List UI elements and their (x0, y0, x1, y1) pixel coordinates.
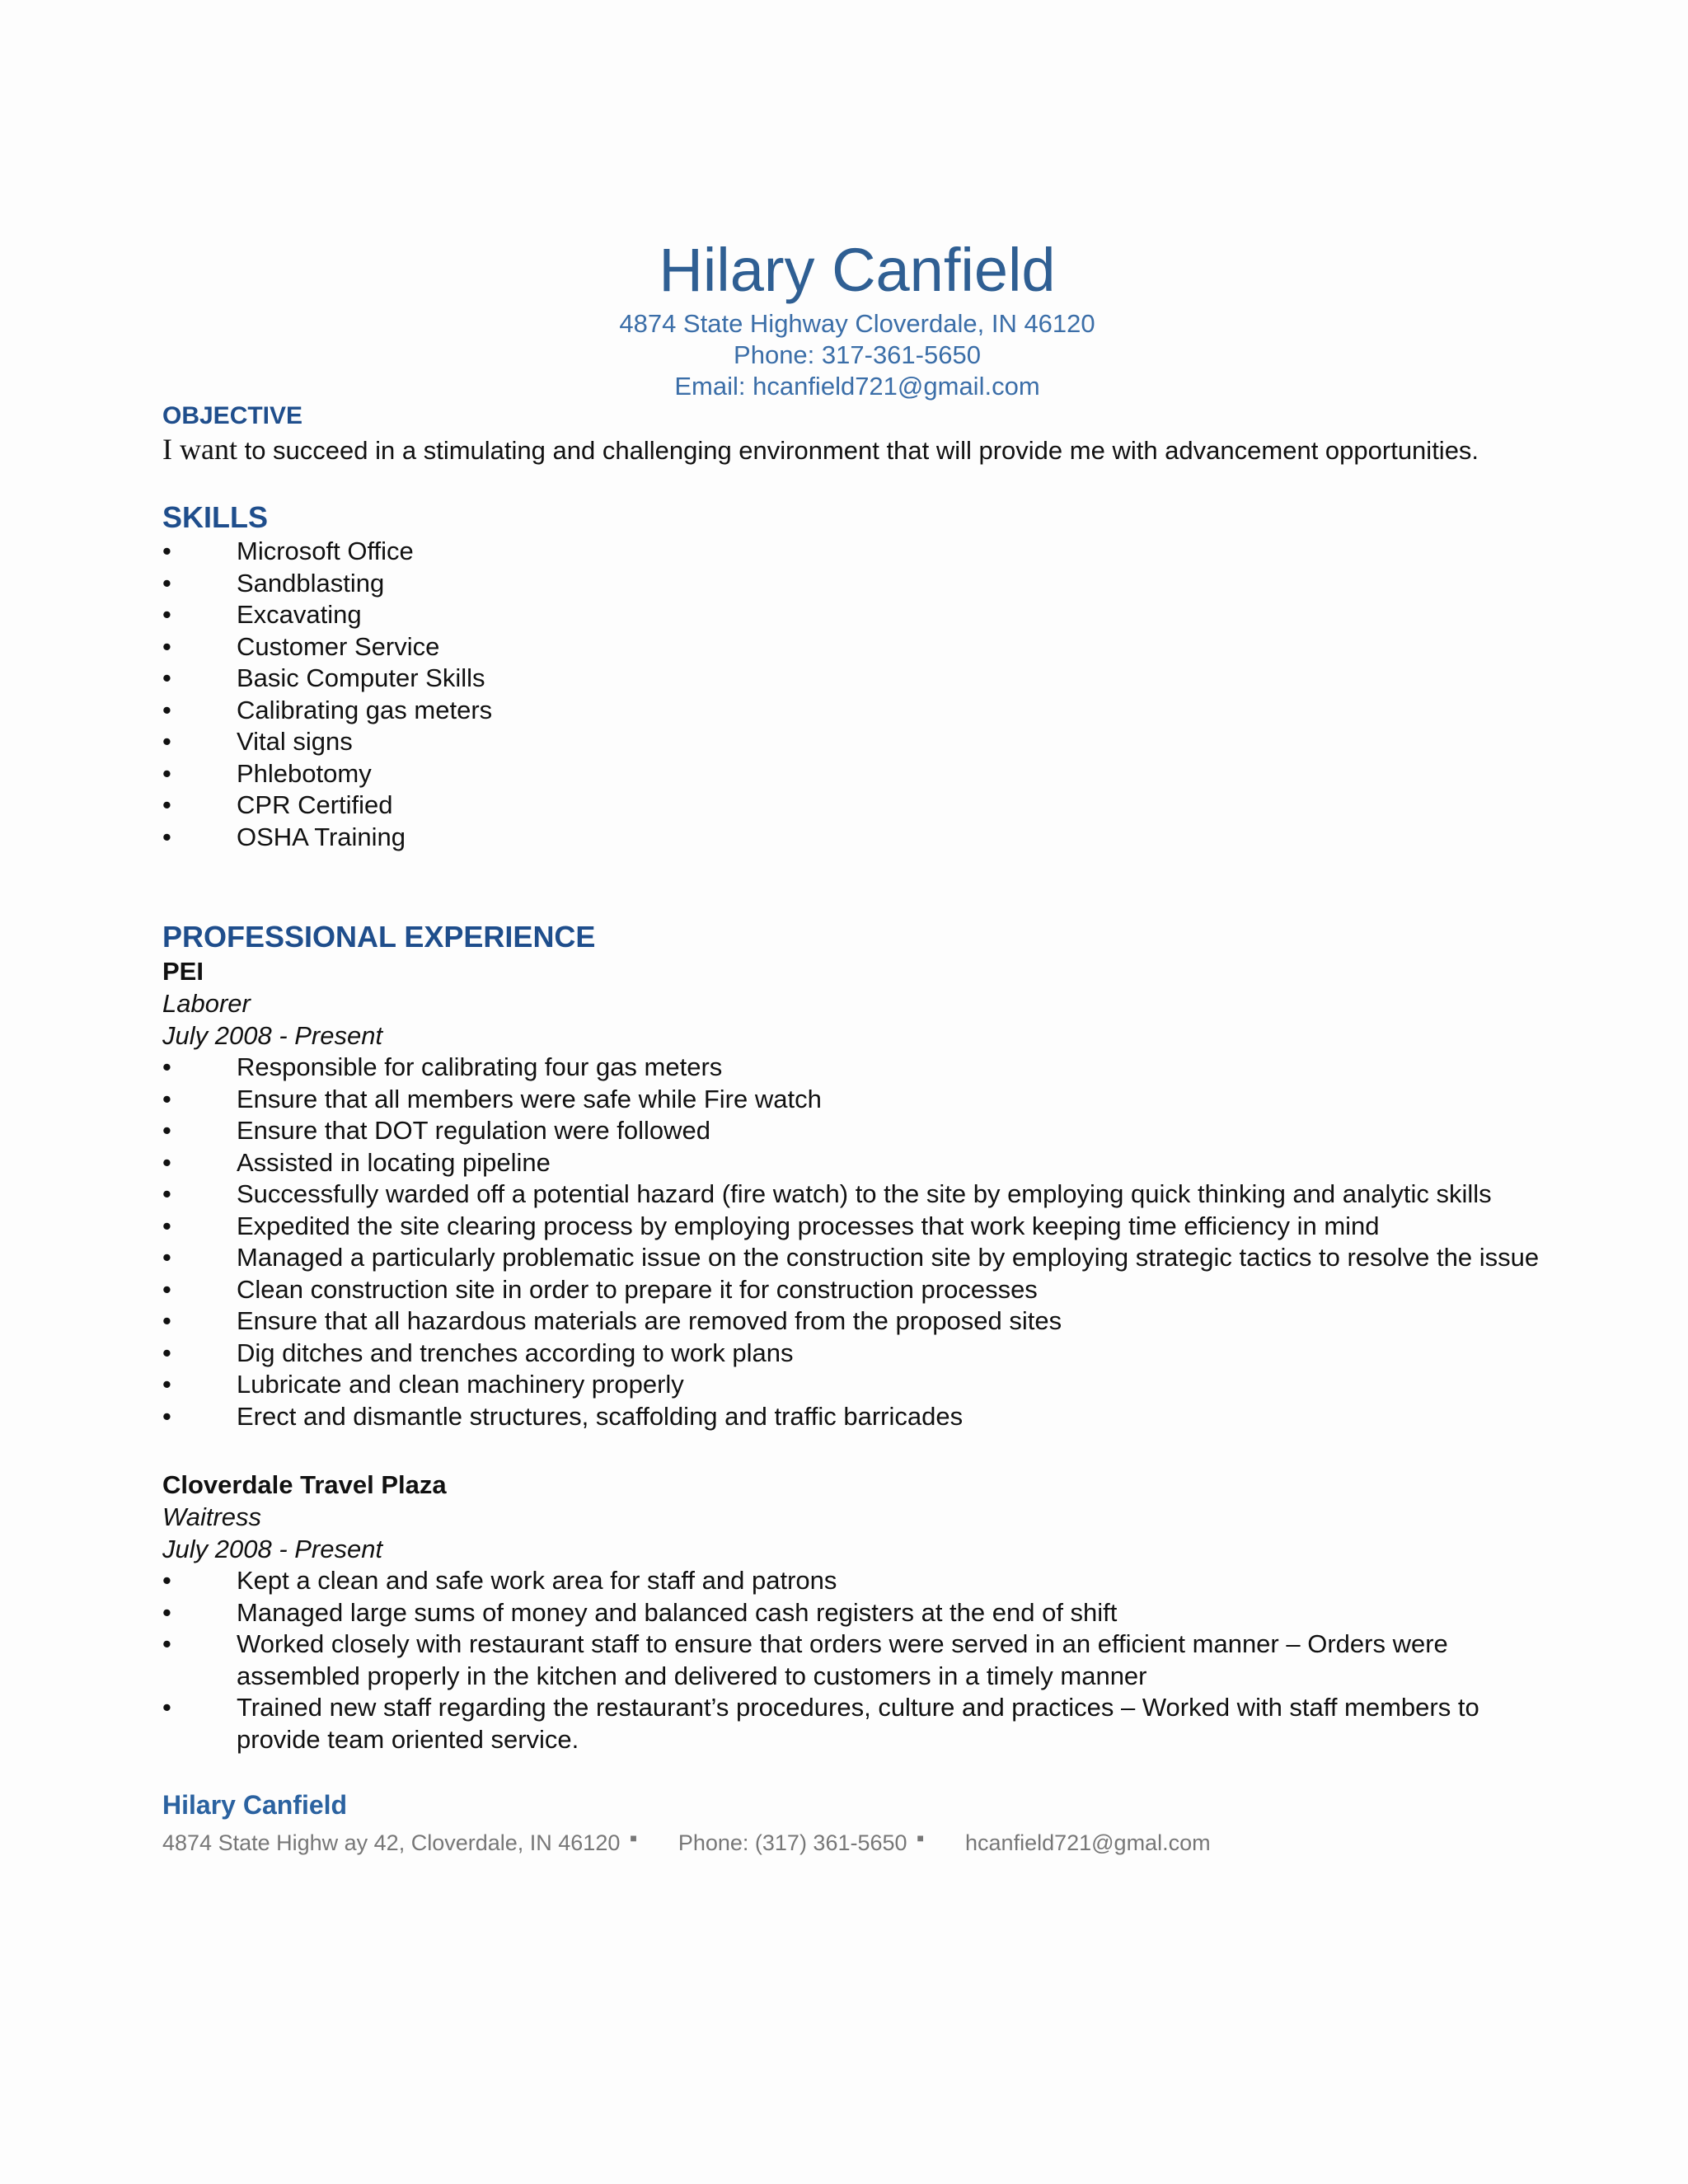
bullet-icon: • (162, 537, 171, 565)
job-dates: July 2008 - Present (162, 1021, 383, 1050)
duty-text: Dig ditches and trenches according to work plans (237, 1338, 794, 1367)
bullet-icon: • (162, 568, 171, 598)
skill-label: Calibrating gas meters (237, 695, 493, 724)
list-item (162, 1401, 1564, 1433)
skill-label: CPR Certified (237, 790, 393, 819)
job-entry-cloverdale-travel-plaza (162, 1469, 1564, 1755)
bullet-icon: • (162, 1370, 171, 1399)
bullet-icon: • (162, 1597, 171, 1627)
footer-name: Hilary Canfield (162, 1790, 348, 1820)
company-name: Cloverdale Travel Plaza (162, 1470, 447, 1499)
bullet-icon: • (162, 1566, 171, 1595)
job-title: Laborer (162, 989, 251, 1018)
list-item (162, 1629, 1564, 1692)
duty-text: Erect and dismantle structures, scaffolding and traffic barricades (237, 1401, 964, 1431)
bullet-icon: • (162, 1116, 171, 1145)
duty-text: Managed a particularly problematic issue on the construction site by employing strategic tactics to resolve the issue (237, 1243, 1540, 1272)
objective-heading: OBJECTIVE (162, 402, 303, 429)
duty-text: Expedited the site clearing process by employing processes that work keeping time efficiency in mind (237, 1211, 1380, 1240)
objective-text (162, 434, 1481, 466)
header-email: Email: hcanfield721@gmail.com (674, 372, 1040, 401)
list-item (162, 758, 1564, 790)
bullet-icon: • (162, 822, 171, 851)
list-item (162, 1242, 1564, 1274)
bullet-icon: • (162, 631, 171, 661)
list-item (162, 1274, 1564, 1306)
skill-label: Excavating (237, 600, 362, 629)
experience-heading: PROFESSIONAL EXPERIENCE (162, 920, 596, 954)
skills-section (162, 499, 1564, 853)
duty-text: Responsible for calibrating four gas meters (237, 1052, 723, 1081)
footer-contact-line (162, 1821, 1564, 1859)
list-item (162, 1179, 1564, 1211)
list-item (162, 695, 1564, 727)
bullet-icon: • (162, 663, 171, 692)
skill-label: OSHA Training (237, 822, 406, 851)
list-item (162, 631, 1564, 663)
duty-text: Worked closely with restaurant staff to ensure that orders were served in an efficient manner – Orders were assembled properly in the kitchen and delivered to customers in a timely manner (237, 1629, 1448, 1690)
duty-text: Assisted in locating pipeline (237, 1147, 551, 1177)
skill-label: Phlebotomy (237, 758, 372, 788)
company-name: PEI (162, 957, 204, 986)
list-item (162, 1211, 1564, 1243)
bullet-icon: • (162, 758, 171, 788)
skill-label: Sandblasting (237, 568, 385, 598)
list-item (162, 1115, 1564, 1147)
bullet-icon: • (162, 1084, 171, 1113)
objective-body: to succeed in a stimulating and challenging environment that will provide me with advancement opportunities. (237, 436, 1479, 465)
list-item (162, 568, 1564, 600)
list-item (162, 599, 1564, 631)
list-item (162, 726, 1564, 758)
bullet-icon: • (162, 1693, 171, 1722)
bullet-icon: • (162, 1274, 171, 1304)
list-item (162, 1565, 1564, 1597)
skill-label: Vital signs (237, 727, 353, 756)
bullet-icon: • (162, 1211, 171, 1240)
skill-label: Customer Service (237, 631, 440, 661)
bullet-icon: • (162, 1243, 171, 1272)
bullet-icon: • (162, 695, 171, 724)
job-duties-list (162, 1565, 1564, 1755)
skill-label: Basic Computer Skills (237, 663, 485, 692)
footer-address: 4874 State Highw ay 42, Cloverdale, IN 46120 (162, 1830, 621, 1855)
bullet-icon: • (162, 1306, 171, 1335)
duty-text: Kept a clean and safe work area for staff and patrons (237, 1566, 837, 1595)
resume-header (0, 232, 1688, 402)
resume-footer (162, 1788, 1564, 1859)
duty-text: Ensure that DOT regulation were followed (237, 1116, 710, 1145)
bullet-icon: • (162, 1147, 171, 1177)
skills-list (162, 536, 1564, 853)
job-duties-list (162, 1052, 1564, 1432)
list-item (162, 1084, 1564, 1116)
duty-text: Ensure that all members were safe while Fire watch (237, 1084, 822, 1113)
duty-text: Lubricate and clean machinery properly (237, 1370, 684, 1399)
job-title: Waitress (162, 1502, 262, 1531)
list-item (162, 1147, 1564, 1179)
resume-body (162, 401, 1564, 1859)
duty-text: Managed large sums of money and balanced cash registers at the end of shift (237, 1597, 1118, 1627)
bullet-icon: • (162, 1629, 171, 1658)
duty-text: Clean construction site in order to prepare it for construction processes (237, 1274, 1038, 1304)
footer-phone: Phone: (317) 361-5650 (678, 1830, 907, 1855)
duty-text: Ensure that all hazardous materials are removed from the proposed sites (237, 1306, 1062, 1335)
bullet-icon: • (162, 1052, 171, 1081)
header-phone: Phone: 317-361-5650 (734, 340, 981, 369)
bullet-icon: • (162, 727, 171, 756)
list-item (162, 1369, 1564, 1401)
skill-label: Microsoft Office (237, 537, 414, 565)
separator-icon: ■ (917, 1831, 925, 1844)
objective-section (162, 401, 1564, 466)
list-item (162, 663, 1564, 695)
list-item (162, 1305, 1564, 1338)
list-item (162, 536, 1564, 568)
list-item (162, 1692, 1564, 1755)
bullet-icon: • (162, 1401, 171, 1431)
experience-section (162, 919, 1564, 1755)
objective-lead: I want (162, 433, 237, 466)
bullet-icon: • (162, 600, 171, 629)
list-item (162, 1597, 1564, 1629)
bullet-icon: • (162, 1179, 171, 1208)
job-dates: July 2008 - Present (162, 1535, 383, 1563)
list-item (162, 822, 1564, 854)
list-item (162, 1338, 1564, 1370)
duty-text: Trained new staff regarding the restaurant’s procedures, culture and practices – Worked with staff members to provide team oriented service. (237, 1693, 1479, 1754)
bullet-icon: • (162, 790, 171, 819)
bullet-icon: • (162, 1338, 171, 1367)
duty-text: Successfully warded off a potential hazard (fire watch) to the site by employing quick thinking and analytic skills (237, 1179, 1492, 1208)
skills-heading: SKILLS (162, 500, 269, 534)
separator-icon: ■ (630, 1831, 637, 1844)
list-item (162, 1052, 1564, 1084)
header-address: 4874 State Highway Cloverdale, IN 46120 (619, 309, 1095, 338)
footer-email: hcanfield721@gmal.com (965, 1830, 1211, 1855)
list-item (162, 790, 1564, 822)
job-entry-pei (162, 955, 1564, 1432)
applicant-name: Hilary Canfield (659, 236, 1056, 304)
